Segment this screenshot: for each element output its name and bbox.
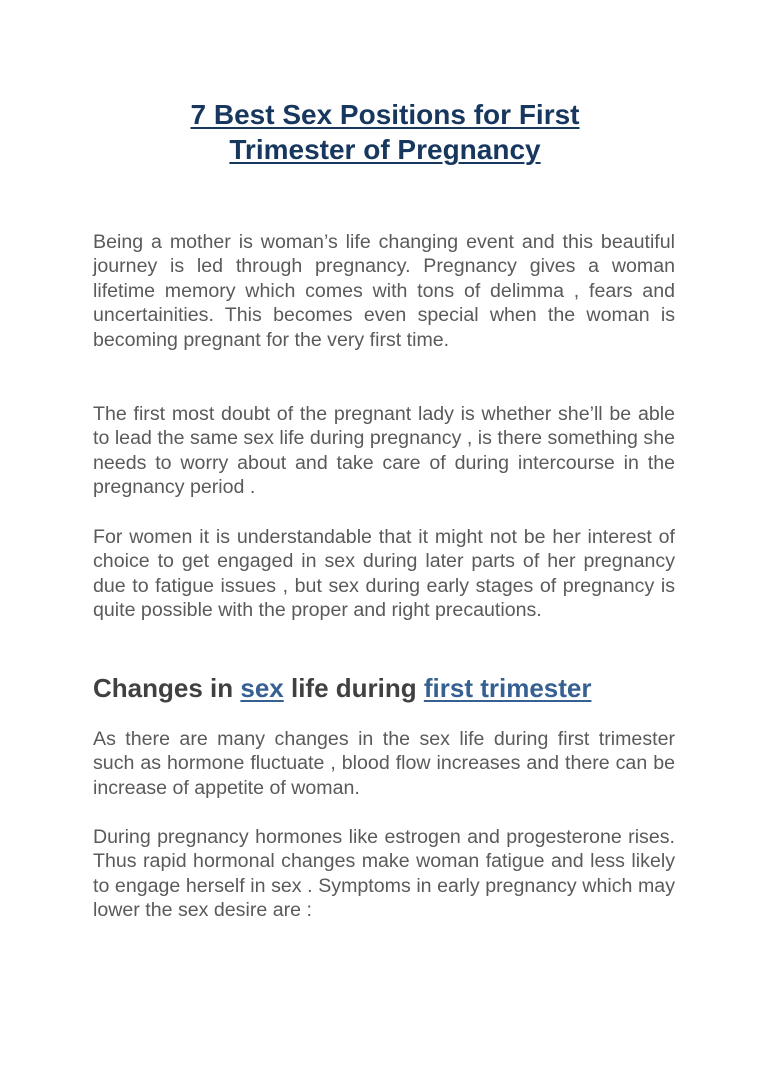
document-title [94,97,676,167]
intro-paragraph-2: The first most doubt of the pregnant lady is whether she’ll be able to lead the same sex life during pregnancy , is there something she needs to worry about and take care of during intercourse in the pregnancy period . [93,403,675,499]
section-heading-middle: life during [283,673,424,703]
sex-link[interactable]: sex [240,673,284,703]
section-paragraph-2: During pregnancy hormones like estrogen and progesterone rises. Thus rapid hormonal changes make woman fatigue and less likely to engage herself in sex . Symptoms in early pregnancy which may lower the sex desire are : [93,826,675,922]
title-line-2: Trimester of Pregnancy [229,134,541,165]
section-heading [93,672,693,704]
title-line-1: 7 Best Sex Positions for First [190,99,580,130]
intro-paragraph-3: For women it is understandable that it might not be her interest of choice to get engaged in sex during later parts of her pregnancy due to fatigue issues , but sex during early stages of pregnancy is quite possible with the proper and right precautions. [93,526,675,622]
intro-paragraph-1: Being a mother is woman’s life changing event and this beautiful journey is led through pregnancy. Pregnancy gives a woman lifetime memory which comes with tons of delimma , fears and uncertainities. This becomes even special when the woman is becoming pregnant for the very first time. [93,231,675,351]
section-heading-prefix: Changes in [93,673,241,703]
section-paragraph-1: As there are many changes in the sex life during first trimester such as hormone fluctuate , blood flow increases and there can be increase of appetite of woman. [93,728,675,799]
first-trimester-link[interactable]: first trimester [423,673,592,703]
